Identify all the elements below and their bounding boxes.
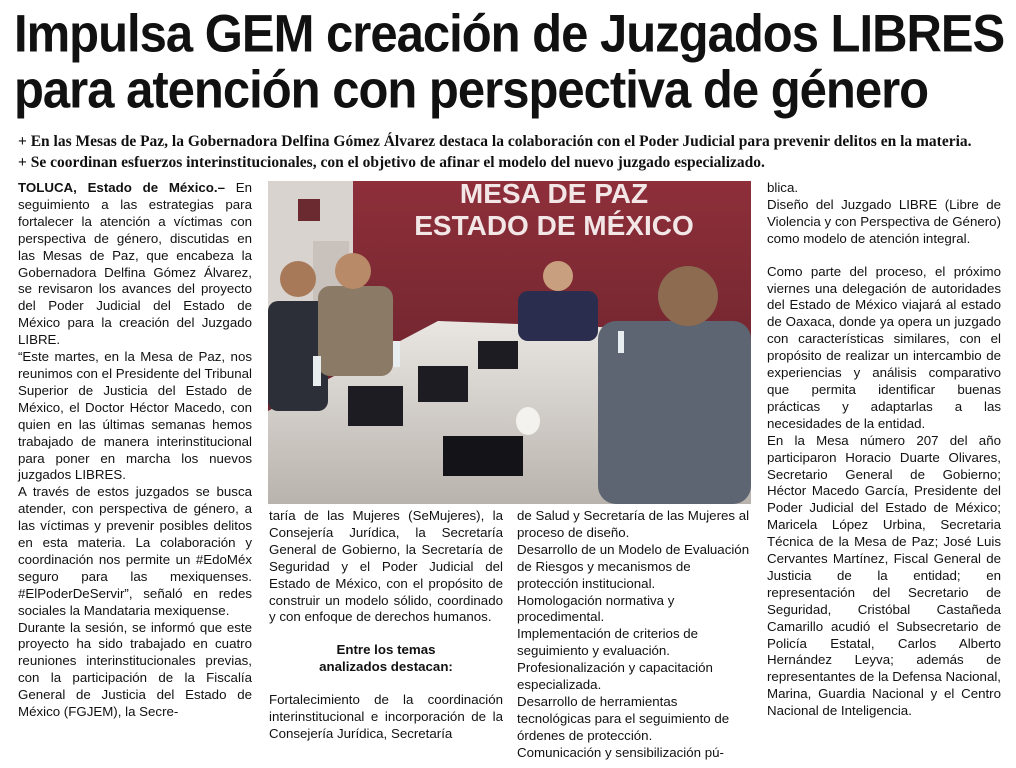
topic-item: Profesionalización y capacitación especializada.	[517, 660, 713, 693]
meeting-photo-illustration	[268, 181, 751, 504]
paragraph-6: Fortalecimiento de la coordinación interinstitucional e incorporación de la Consejería Jurídica, Secretaría	[269, 692, 503, 741]
paragraph-2: “Este martes, en la Mesa de Paz, nos reunimos con el Presidente del Tribunal Superior de Justicia del Estado de México, el Doctor Héctor Macedo, con quien en las últimas semanas hemos trabajado de manera interinstitucional para poner en marcha los nuevos juzgados LIBRES.	[18, 349, 252, 483]
coffee-cup	[516, 407, 540, 435]
paragraph-7: blica.	[767, 180, 799, 195]
paragraph-3: A través de estos juzgados se busca atender, con perspectiva de género, a las víctimas y prevenir posibles delitos en esta materia. La colaboración y coordinación nos permite un #EdoMéx seguro para las mexiquenses. #ElPoderDeServir”, señaló en redes sociales la Mandataria mexiquense.	[18, 484, 252, 618]
meeting-photo	[268, 181, 751, 504]
headline-line-1: Impulsa GEM creación de Juzgados LIBRES	[14, 4, 1005, 64]
laptop-4	[443, 436, 523, 476]
headline	[14, 6, 1004, 118]
subhead-2: + Se coordinan esfuerzos interinstitucionales, con el objetivo de afinar el modelo del nuevo juzgado especializado.	[18, 154, 765, 171]
laptop-3	[478, 341, 518, 369]
subheading-topics-1: Entre los temas	[336, 642, 436, 658]
logo-emblem	[298, 199, 320, 221]
paragraph-5: taría de las Mujeres (SeMujeres), la Consejería Jurídica, la Secretaría General de Gobierno, la Secretaría de Seguridad y el Poder Judicial del Estado de México, con el propósito de construir un modelo sólido, coordinado y con enfoque de derechos humanos.	[269, 508, 503, 625]
topic-item: Implementación de criterios de seguimiento y evaluación.	[517, 626, 699, 659]
topic-item: de Salud y Secretaría de las Mujeres al proceso de diseño.	[517, 508, 750, 540]
laptop-2	[418, 366, 468, 402]
column-3	[517, 508, 751, 762]
person-left-2	[318, 286, 393, 376]
paragraph-1-text: En seguimiento a las estrategias para fortalecer la atención a víctimas con perspectiva de género, discutidas en las Mesas de Paz, que encabeza la Gobernadora Delfina Gómez Álvarez, se revisaron los avances del proyecto del Poder Judicial del Estado de México para la creación del Juzgado LIBRE.	[18, 180, 252, 348]
laptop-1	[348, 386, 403, 426]
topic-item: Comunicación y sensibilización pú-	[517, 744, 724, 760]
person-center	[518, 291, 598, 341]
topic-item: Desarrollo de herramientas tecnológicas para el seguimiento de órdenes de protección.	[517, 693, 730, 743]
topic-item: Homologación normativa y procedimental.	[517, 592, 675, 625]
paragraph-1	[18, 180, 252, 349]
column-4	[767, 180, 1001, 720]
paragraph-9: Como parte del proceso, el próximo viernes una delegación de autoridades del Estado de México viajará al estado de Oaxaca, donde ya opera un juzgado con características similares, con el propósito de realizar un intercambio de experiencias y análisis comparativo que permita identificar buenas prácticas y adaptarlas a las necesidades de la entidad.	[767, 263, 1001, 431]
banner-line-1: MESA DE PAZ	[459, 181, 649, 209]
headline-line-2: para atención con perspectiva de género	[14, 61, 929, 120]
paragraph-10: En la Mesa número 207 del año participaron Horacio Duarte Olivares, Secretario General de Gobierno; Héctor Macedo García, Presidente del Poder Judicial del Estado de México; Maricela López Urbina, Secretaria Técnica de la Mesa de Paz; José Luis Cervantes Martínez, Fiscal General de Justicia de la entidad; en representación del Secretario de Seguridad, Cristóbal Castañeda Camarillo acudió el Subsecretario de Policía Estatal, Carlos Alberto Hernández Leyva; además de representantes de la Defensa Nacional, Marina, Guardia Nacional y el Centro Nacional de Inteligencia.	[767, 432, 1001, 719]
subheads	[18, 131, 1008, 173]
banner-line-2: ESTADO DE MÉXICO	[414, 210, 694, 241]
paragraph-4: Durante la sesión, se informó que este proyecto ha sido trabajado en cuatro reuniones interinstitucionales previas, con la participación de la Fiscalía General de Justicia del Estado de México (FGJEM), la Secre-	[18, 619, 252, 720]
subheading-topics-2: analizados destacan:	[319, 659, 453, 675]
topic-item: Desarrollo de un Modelo de Evaluación de Riesgos y mecanismos de protección institucional.	[517, 541, 750, 591]
paragraph-8: Diseño del Juzgado LIBRE (Libre de Violencia y con Perspectiva de Género) como modelo de atención integral.	[767, 196, 1001, 246]
subhead-1: + En las Mesas de Paz, la Gobernadora Delfina Gómez Álvarez destaca la colaboración con el Poder Judicial para prevenir delitos en la materia.	[18, 133, 972, 150]
column-1	[18, 180, 252, 721]
column-2	[269, 508, 503, 743]
dateline: TOLUCA, Estado de México.–	[18, 180, 226, 195]
